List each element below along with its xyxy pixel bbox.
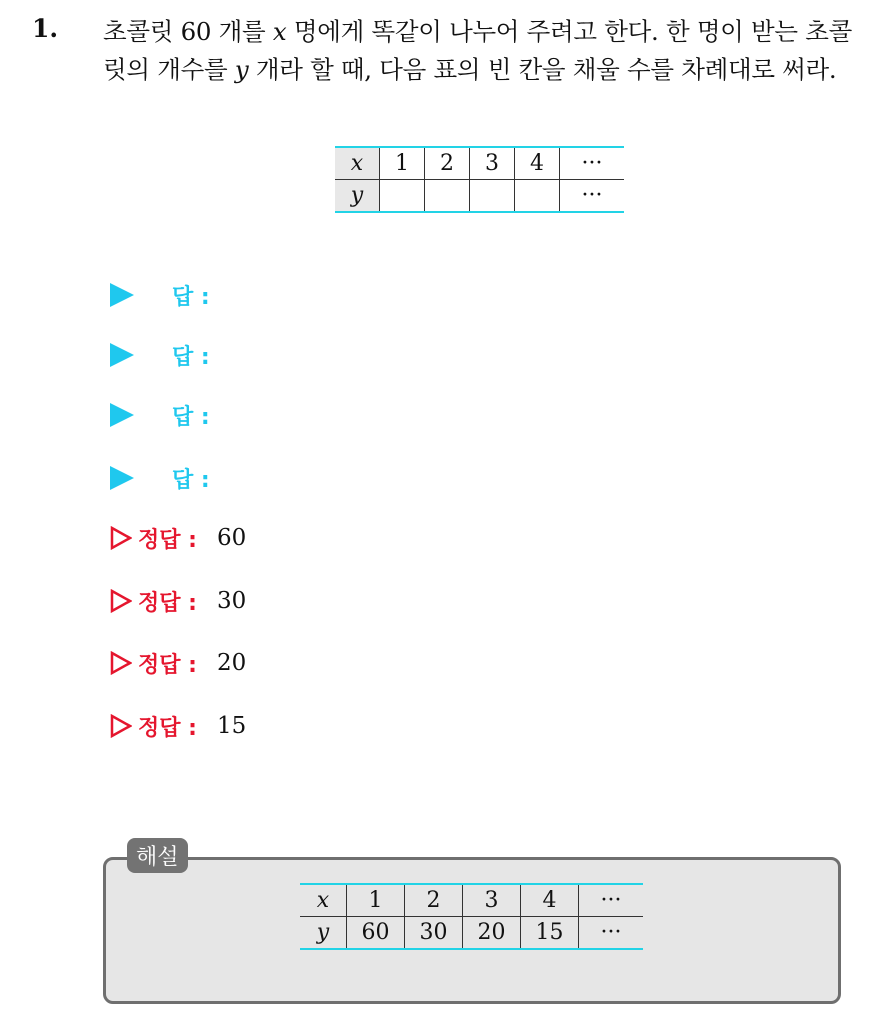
play-triangle-icon (110, 283, 134, 307)
outline-triangle-icon (110, 714, 132, 738)
table-cell: 2 (425, 147, 470, 180)
correct-value: 20 (216, 650, 247, 676)
table-cell: y (335, 180, 380, 213)
play-triangle-icon (110, 403, 134, 427)
table-cell: y (316, 920, 330, 945)
question-text-part1: 초콜릿 60 개를 (103, 17, 273, 46)
correct-label: 정답 : (138, 652, 197, 678)
correct-answer-2 (110, 585, 246, 617)
play-triangle-icon (110, 343, 134, 367)
table-cell: 20 (463, 917, 521, 950)
table-cell: x (335, 147, 380, 180)
correct-value: 60 (216, 525, 247, 551)
outline-triangle-icon (110, 651, 132, 675)
var-y: y (234, 55, 249, 84)
correct-answer-4 (110, 710, 246, 742)
table-cell: ··· (579, 917, 644, 950)
answer-line-1[interactable] (110, 280, 210, 310)
table-cell: ··· (579, 884, 644, 917)
table-cell: 2 (405, 884, 463, 917)
answer-label: 답 : (172, 284, 210, 310)
table-row-y (335, 180, 624, 213)
table-cell: ··· (560, 147, 625, 180)
table-cell: 4 (521, 884, 579, 917)
answer-label: 답 : (172, 344, 210, 370)
correct-value: 15 (216, 713, 247, 739)
problem-table (335, 146, 624, 213)
table-cell: 3 (470, 147, 515, 180)
correct-label: 정답 : (138, 527, 197, 553)
answer-label: 답 : (172, 467, 210, 493)
table-cell: 1 (380, 147, 425, 180)
table-cell: x (300, 884, 347, 917)
explanation-tag: 해설 (127, 838, 188, 873)
table-row-x (335, 147, 624, 180)
table-cell: 15 (521, 917, 579, 950)
correct-answer-1 (110, 522, 246, 554)
question-text (103, 13, 873, 89)
explanation-table (300, 883, 643, 950)
table-cell: 30 (405, 917, 463, 950)
table-cell: 4 (515, 147, 560, 180)
blank-cell[interactable] (515, 180, 560, 213)
table-cell: 3 (463, 884, 521, 917)
question-number: 1. (32, 14, 59, 43)
table-cell: 60 (347, 917, 405, 950)
question-text-part2: 명에게 똑같이 나누어 주려고 한다. 한 명이 받는 초콜릿의 개수를 (103, 17, 852, 84)
correct-value: 30 (216, 588, 247, 614)
table-cell: 1 (347, 884, 405, 917)
correct-label: 정답 : (138, 715, 197, 741)
outline-triangle-icon (110, 526, 132, 550)
answer-line-2[interactable] (110, 340, 210, 370)
blank-cell[interactable] (380, 180, 425, 213)
table-row-x (300, 884, 643, 917)
correct-label: 정답 : (138, 590, 197, 616)
var-x: x (272, 17, 287, 46)
answer-line-3[interactable] (110, 400, 210, 430)
answer-line-4[interactable] (110, 463, 210, 493)
blank-cell[interactable] (425, 180, 470, 213)
answer-label: 답 : (172, 404, 210, 430)
play-triangle-icon (110, 466, 134, 490)
correct-answer-3 (110, 647, 246, 679)
question-text-part3: 개라 할 때, 다음 표의 빈 칸을 채울 수를 차례대로 써라. (248, 55, 837, 84)
table-cell: ··· (560, 180, 625, 213)
table-row-y (300, 917, 643, 950)
blank-cell[interactable] (470, 180, 515, 213)
outline-triangle-icon (110, 589, 132, 613)
